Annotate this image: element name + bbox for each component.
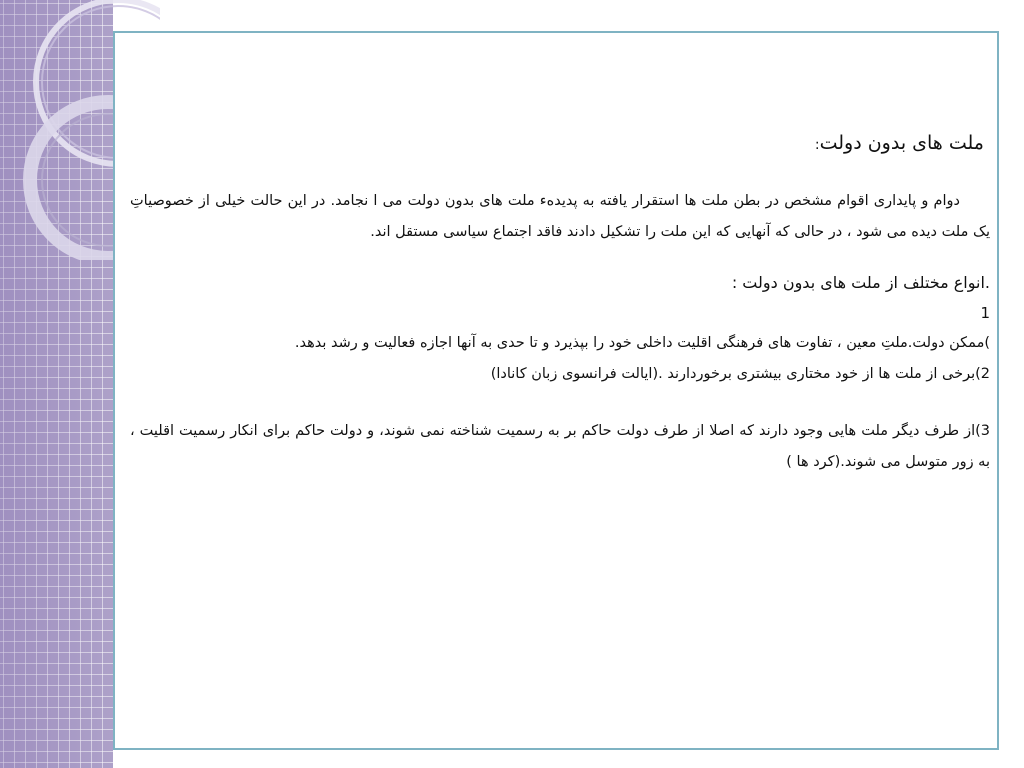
types-heading: .انواع مختلف از ملت های بدون دولت :: [731, 273, 990, 292]
intro-paragraph-text: دوام و پایداری اقوام مشخص در بطن ملت ها استقرار یافته به پدیدهء ملت های بدون دولت می ا نجامد. در این حالت خیلی از خصوصیاتِ یک ملت دیده می شود ، در حالی که آنهایی که این ملت را تشکیل دادند فاقد اجتماع سیاسی مستقل اند.: [130, 193, 990, 240]
intro-paragraph: [130, 186, 990, 248]
list-item-3: 3)از طرف دیگر ملت هایی وجود دارند که اصلا از طرف دولت حاکم بر به رسمیت شناخته نمی شوند، و دولت حاکم برای انکار رسمیت اقلیت ، به زور متوسل می شوند.(کرد ها ): [130, 423, 990, 470]
list-item-2: 2)برخی از ملت ها از خود مختاری بیشتری برخوردارند .(ایالت فرانسوی زبان کانادا): [490, 366, 990, 382]
list-item-1: )ممکن دولت.ملتِ معین ، تفاوت های فرهنگی اقلیت داخلی خود را بپذیرد و تا حدی به آنها اجازه فعالیت و رشد بدهد.: [294, 335, 990, 351]
slide-title: [130, 128, 984, 160]
item-number-one: 1: [980, 304, 990, 322]
title-colon: :: [814, 137, 820, 153]
title-text: ملت های بدون دولت: [819, 132, 984, 154]
slide-content: [130, 118, 990, 478]
